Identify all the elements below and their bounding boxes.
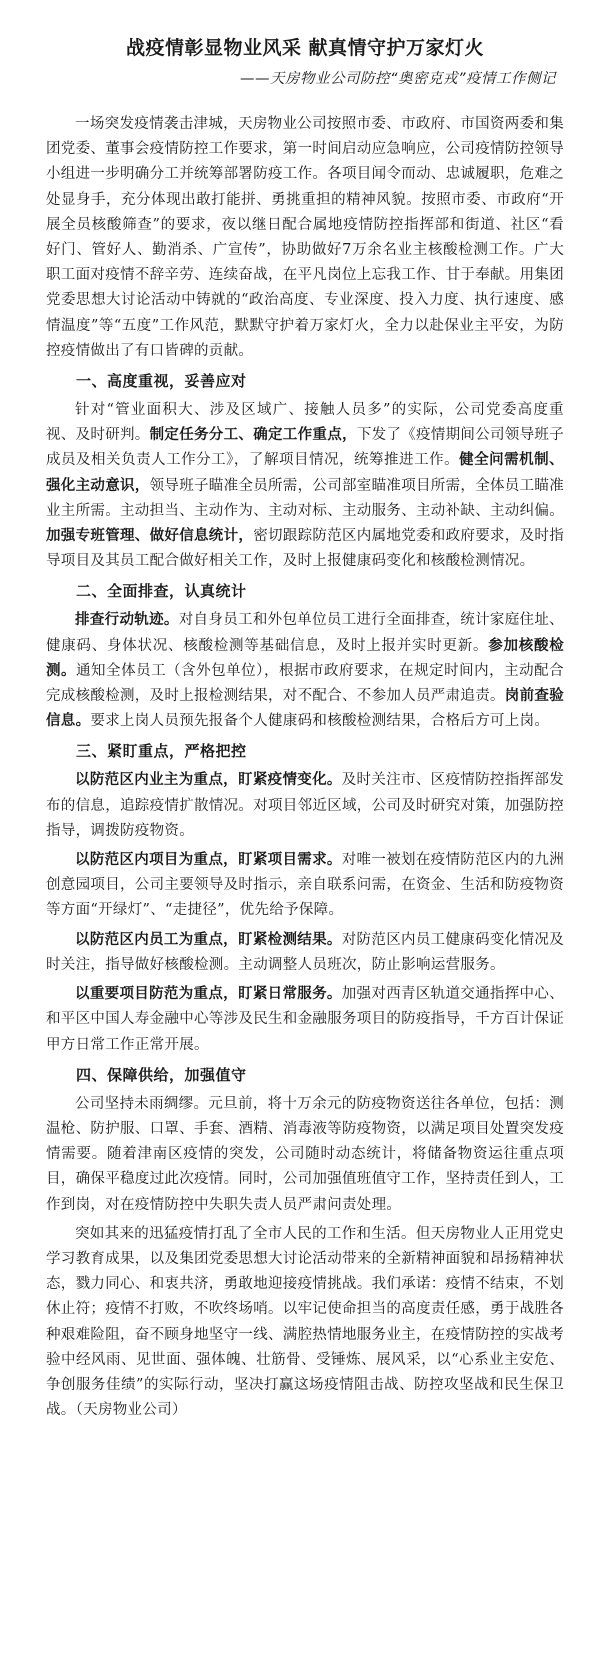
paragraph-text: 对唯一被划在疫情防范区内的九洲创意园项目，公司主要领导及时指示，亲自联系问需，在资金、生活和防疫物资等方面“开绿灯”、“走捷径”，优先给予保障。: [46, 852, 564, 919]
section-3-paragraph-3: [46, 928, 564, 978]
article-subtitle: ——天房物业公司防控“奥密克戎”疫情工作侧记: [239, 71, 556, 87]
paragraph-text: 密切跟踪防范区内属地党委和政府要求，及时指导项目及其员工配合做好相关工作，及时上报健康码变化和核酸检测情况。: [46, 528, 565, 570]
closing-paragraph: 突如其来的迅猛疫情打乱了全市人民的工作和生活。但天房物业人正用党史学习教育成果，以及集团党委思想大讨论活动带来的全新精神面貌和昂扬精神状态，戮力同心、和衷共济，勇敢地迎接疫情挑战。我们承诺：疫情不结束，不划休止符；疫情不打败，不吹终场哨。以牢记使命担当的高度责任感，勇于战胜各种艰难险阻，奋不顾身地坚守一线、满腔热情地服务业主，在疫情防控的实战考验中经风雨、见世面、强体魄、壮筋骨、受锤炼、展风采，以“心系业主安危、争创服务佳绩”的实际行动，坚决打赢这场疫情阻击战、防控攻坚战和民生保卫战。（天房物业公司）: [46, 1225, 564, 1419]
paragraph-emphasis: 以重要项目防范为重点，盯紧日常服务。: [75, 986, 342, 1003]
section-heading-1: 一、高度重视，妥善应对: [76, 372, 247, 391]
paragraph-text: 对自身员工和外包单位员工进行全面排查，统计家庭住址、健康码、身体状况、核酸检测等基础信息，及时上报并实时更新。: [46, 612, 564, 654]
section-heading-3: 三、紧盯重点，严格把控: [76, 742, 247, 761]
paragraph-emphasis: 健全问需机制、强化主动意识，: [46, 452, 564, 494]
paragraph-text: 要求上岗人员预先报备个人健康码和核酸检测结果，合格后方可上岗。: [90, 713, 550, 730]
section-2-paragraph: [46, 608, 564, 734]
paragraph-emphasis: 岗前查验信息。: [46, 688, 564, 730]
paragraph-emphasis: 参加核酸检测。: [46, 637, 564, 679]
section-3-paragraph-4: [46, 982, 564, 1058]
section-heading-2: 二、全面排查，认真统计: [76, 582, 247, 601]
paragraph-emphasis: 加强专班管理、做好信息统计，: [46, 528, 254, 545]
paragraph-text: 通知全体员工（含外包单位），根据市政府要求，在规定时间内，主动配合完成核酸检测，及时上报检测结果，对不配合、不参加人员严肃追责。: [46, 662, 564, 705]
paragraph-text: 加强对西青区轨道交通指挥中心、和平区中国人寿金融中心等涉及民生和金融服务项目的防疫指导，千方百计保证甲方日常工作正常开展。: [46, 986, 564, 1053]
section-heading-4: 四、保障供给，加强值守: [76, 1065, 247, 1084]
paragraph-text: 对防范区内员工健康码变化情况及时关注，指导做好核酸检测。主动调整人员班次，防止影响运营服务。: [46, 931, 564, 973]
article-title: 战疫情彰显物业风采 献真情守护万家灯火: [125, 37, 485, 59]
paragraph-emphasis: 以防范区内员工为重点，盯紧检测结果。: [75, 931, 342, 948]
paragraph-text: 领导班子瞄准全员所需，公司部室瞄准项目所需，全体员工瞄准业主所需。主动担当、主动作为、主动对标、主动服务、主动补缺、主动纠偏。: [46, 477, 565, 519]
paragraph-text: 及时关注市、区疫情防控指挥部发布的信息，追踪疫情扩散情况。对项目邻近区域，公司及时研究对策，加强防控指导，调拨防疫物资。: [46, 772, 564, 839]
paragraph-text: 针对“管业面积大、涉及区域广、接触人员多”的实际，公司党委高度重视、及时研判。: [46, 402, 564, 444]
section-1-paragraph: [46, 398, 564, 574]
section-3-paragraph-1: [46, 768, 564, 844]
section-4-paragraph-1: 公司坚持未雨绸缪。元旦前，将十万余元的防疫物资送往各单位，包括：测温枪、防护服、口罩、手套、酒精、消毒液等防疫物资，以满足项目处置突发疫情需要。随着津南区疫情的突发，公司随时动态统计，将储备物资运往重点项目，确保平稳度过此次疫情。同时，公司加强值班值守工作，坚持责任到人，工作到岗，对在疫情防控中失职失责人员严肃问责处理。: [46, 1095, 564, 1213]
paragraph-emphasis: 制定任务分工、确定工作重点，: [149, 427, 357, 444]
paragraph-emphasis: 排查行动轨迹。: [75, 612, 179, 629]
paragraph-emphasis: 以防范区内业主为重点，盯紧疫情变化。: [75, 772, 342, 789]
section-3-paragraph-2: [46, 848, 564, 924]
intro-paragraph: 一场突发疫情袭击津城，天房物业公司按照市委、市政府、市国资两委和集团党委、董事会疫情防控工作要求，第一时间启动应急响应，公司疫情防控领导小组进一步明确分工并统筹部署防疫工作。各项目闻令而动、忠诚履职，危难之处显身手，充分体现出敢打能拼、勇挑重担的精神风貌。按照市委、市政府“开展全员核酸筛查”的要求，夜以继日配合属地疫情防控指挥部和街道、社区“看好门、管好人、勤消杀、广宣传”，协助做好7万余名业主核酸检测工作。广大职工面对疫情不辞辛劳、连续奋战，在平凡岗位上忘我工作、甘于奉献。用集团党委思想大讨论活动中铸就的“政治高度、专业深度、投入力度、执行速度、感情温度”等“五度”工作风范，默默守护着万家灯火，全力以赴保业主平安，为防控疫情做出了有口皆碑的贡献。: [46, 116, 564, 359]
paragraph-emphasis: 以防范区内项目为重点，盯紧项目需求。: [75, 852, 342, 869]
paragraph-text: 下发了《疫情期间公司领导班子成员及相关负责人工作分工》，了解项目情况，统筹推进工作。: [46, 427, 565, 469]
